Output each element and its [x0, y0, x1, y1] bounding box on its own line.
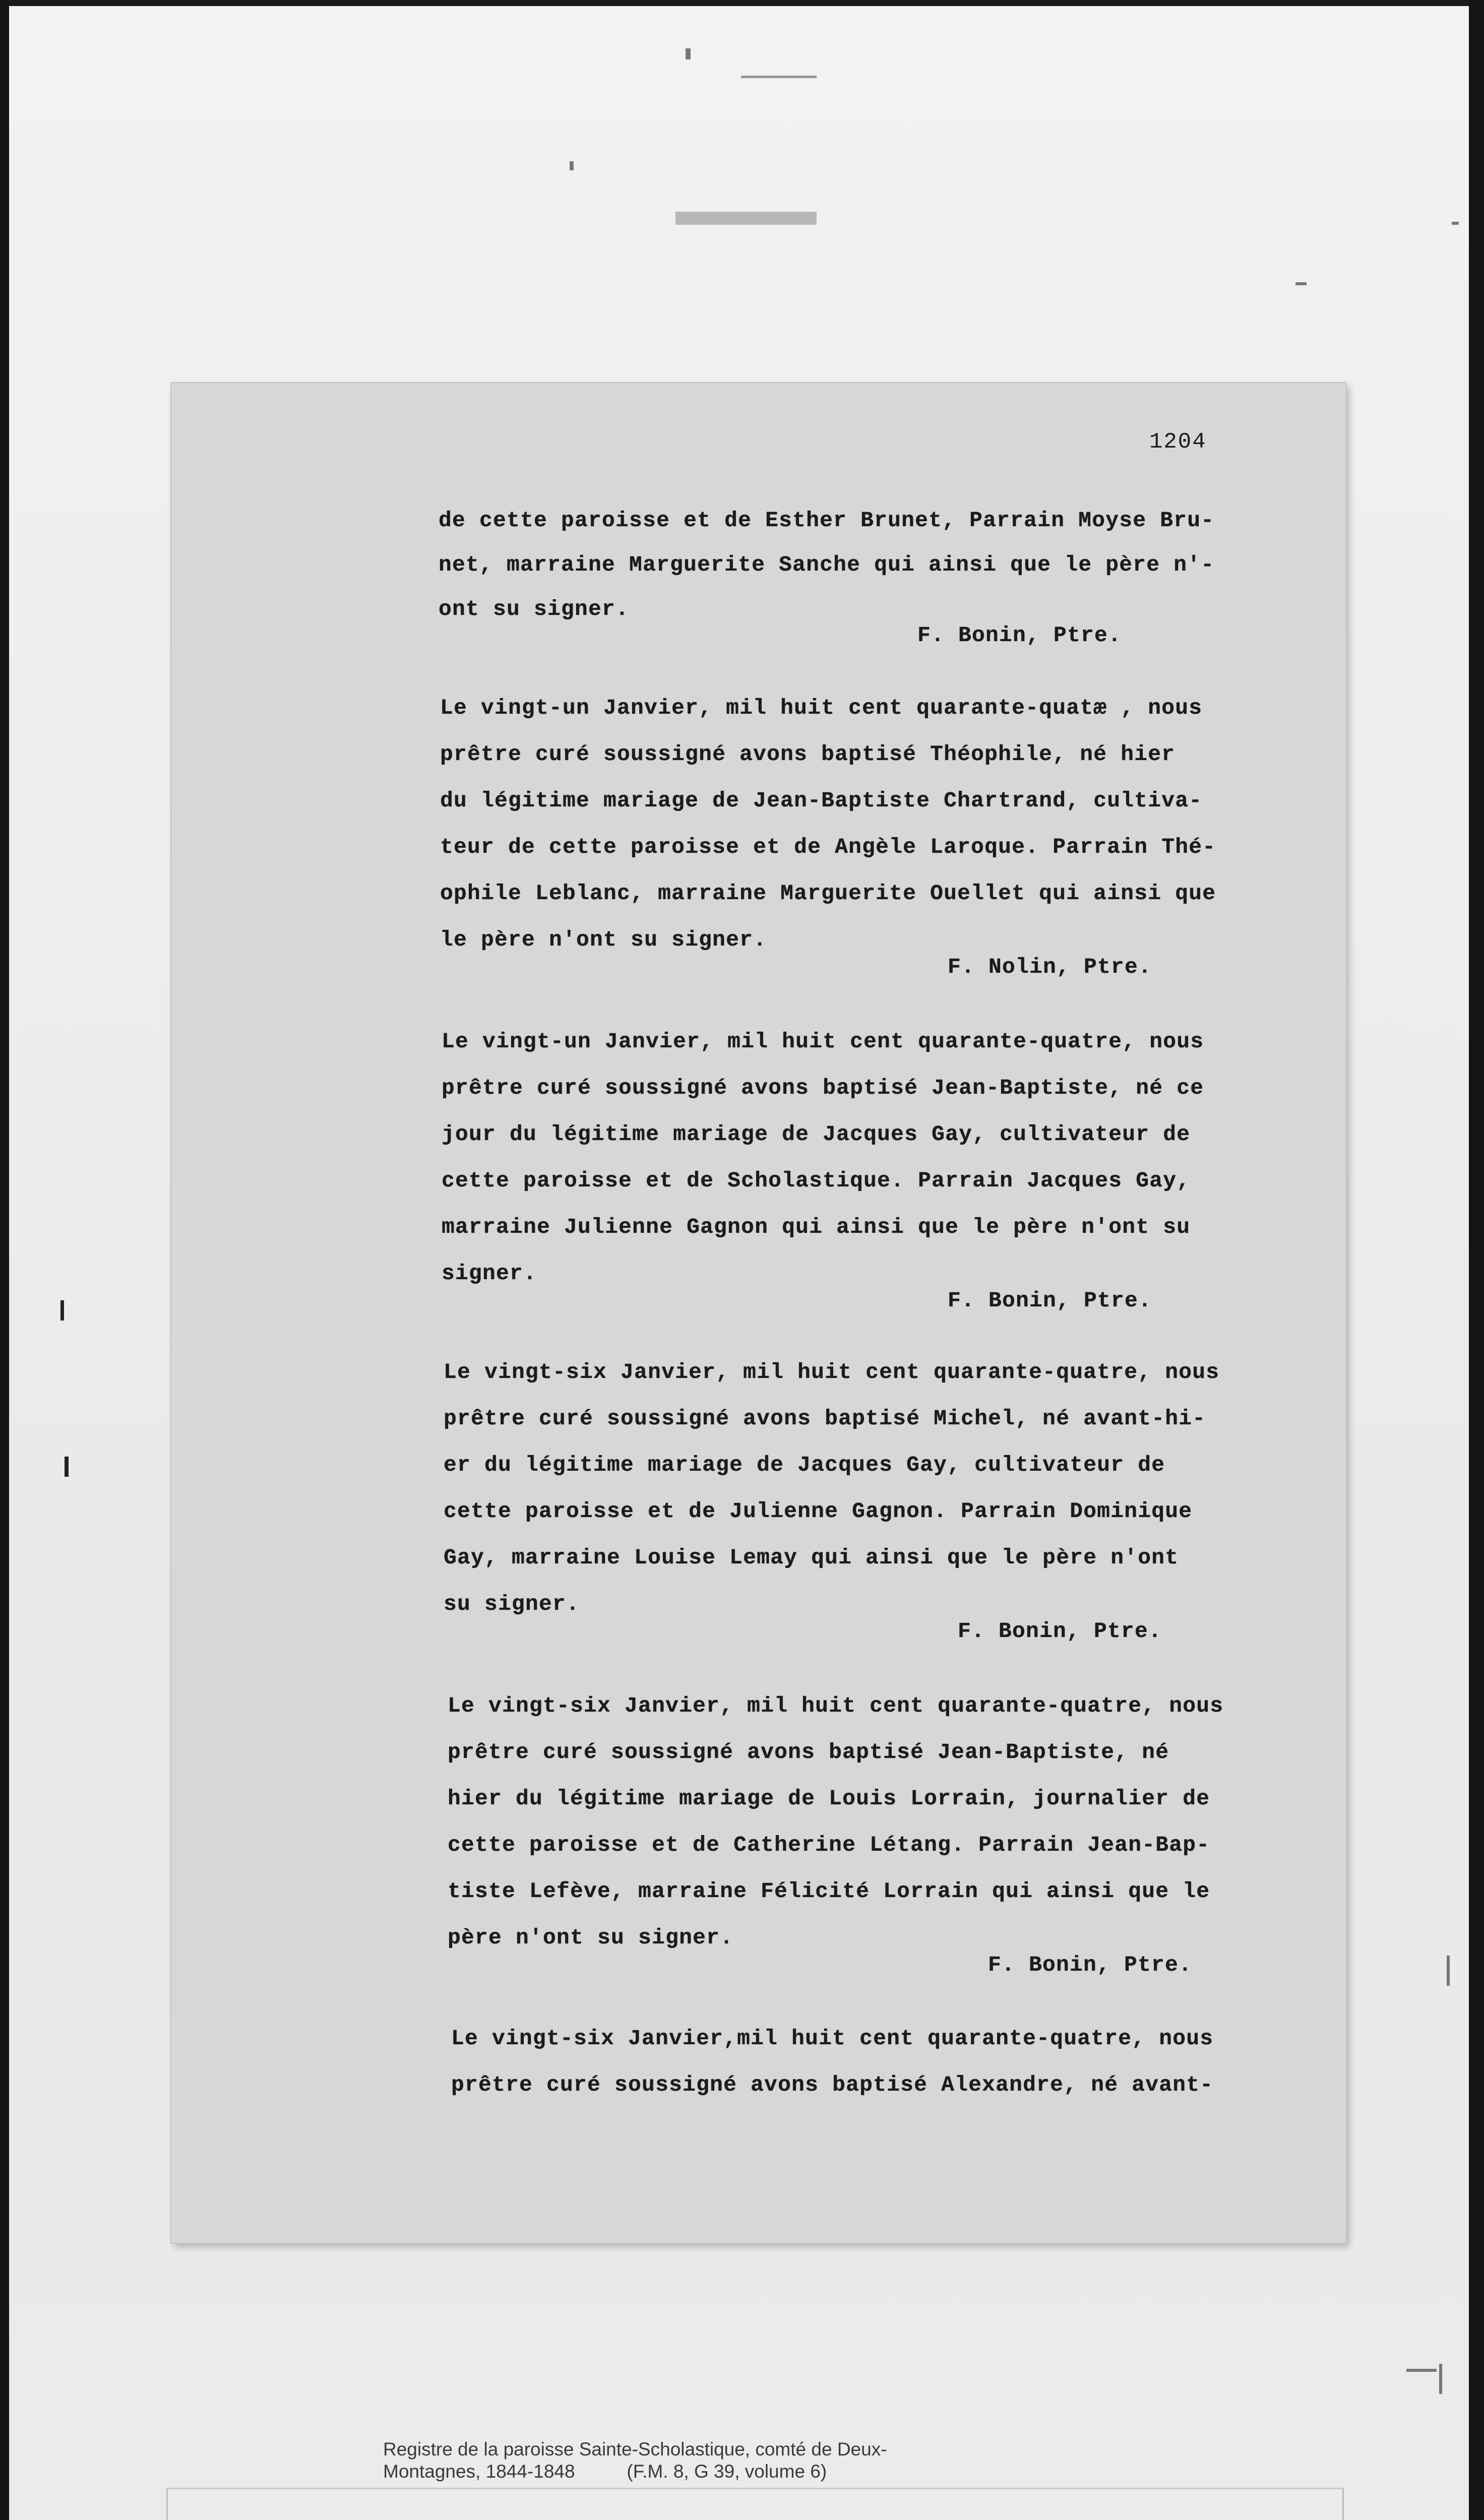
film-speck [675, 212, 817, 225]
text-line: hier du légitime mariage de Louis Lorrain, journalier de [448, 1786, 1210, 1811]
film-speck [65, 1457, 69, 1477]
text-line: tiste Lefève, marraine Félicité Lorrain qui ainsi que le [448, 1879, 1210, 1904]
frame-edge-left [0, 0, 9, 2520]
caption-line-2: Montagnes, 1844-1848 (F.M. 8, G 39, volume 6) [383, 2461, 827, 2482]
text-line: cette paroisse et de Catherine Létang. Parrain Jean-Bap- [448, 1833, 1210, 1857]
film-speck [686, 48, 691, 59]
text-line: le père n'ont su signer. [440, 927, 767, 952]
signature-line: F. Bonin, Ptre. [958, 1619, 1162, 1644]
text-line: cette paroisse et de Julienne Gagnon. Parrain Dominique [444, 1499, 1193, 1524]
text-line: prêtre curé soussigné avons baptisé Théophile, né hier [440, 742, 1176, 767]
page-number: 1204 [1149, 429, 1207, 455]
text-line: jour du légitime mariage de Jacques Gay, cultivateur de [442, 1122, 1191, 1147]
text-line: prêtre curé soussigné avons baptisé Alexandre, né avant- [451, 2072, 1214, 2097]
typed-register-page [171, 383, 1346, 2243]
caption-line-1: Registre de la paroisse Sainte-Scholastique, comté de Deux- [383, 2439, 887, 2460]
text-line: prêtre curé soussigné avons baptisé Jean-Baptiste, né ce [442, 1076, 1204, 1100]
signature-line: F. Bonin, Ptre. [948, 1288, 1152, 1313]
film-speck [1406, 2369, 1437, 2372]
film-speck [1452, 222, 1459, 225]
frame-edge-right [1469, 0, 1484, 2520]
text-line: cette paroisse et de Scholastique. Parrain Jacques Gay, [442, 1168, 1191, 1193]
text-line: Le vingt-six Janvier, mil huit cent quarante-quatre, nous [448, 1693, 1224, 1718]
text-line: ophile Leblanc, marraine Marguerite Ouellet qui ainsi que [440, 881, 1216, 906]
text-line: Le vingt-six Janvier, mil huit cent quarante-quatre, nous [444, 1360, 1220, 1384]
text-line: Le vingt-un Janvier, mil huit cent quarante-quatæ , nous [440, 696, 1203, 720]
text-line: prêtre curé soussigné avons baptisé Jean-Baptiste, né [448, 1740, 1169, 1765]
signature-line: F. Bonin, Ptre. [917, 623, 1122, 648]
film-speck [60, 1300, 64, 1320]
film-speck [1447, 1956, 1450, 1986]
film-speck [741, 76, 817, 78]
text-line: er du légitime mariage de Jacques Gay, cultivateur de [444, 1453, 1165, 1477]
text-line: prêtre curé soussigné avons baptisé Michel, né avant-hi- [444, 1406, 1206, 1431]
text-line: Le vingt-un Janvier, mil huit cent quarante-quatre, nous [442, 1029, 1204, 1054]
text-line: ont su signer. [439, 597, 630, 621]
text-line: du légitime mariage de Jean-Baptiste Chartrand, cultiva- [440, 788, 1203, 813]
frame-edge-top [0, 0, 1484, 6]
text-line: net, marraine Marguerite Sanche qui ainsi que le père n'- [439, 552, 1215, 577]
archival-caption [383, 2438, 1290, 2483]
film-speck [570, 161, 574, 170]
text-line: marraine Julienne Gagnon qui ainsi que le père n'ont su [442, 1215, 1191, 1239]
text-line: su signer. [444, 1592, 580, 1616]
text-line: Gay, marraine Louise Lemay qui ainsi que le père n'ont [444, 1545, 1179, 1570]
signature-line: F. Nolin, Ptre. [948, 955, 1152, 979]
text-line: de cette paroisse et de Esther Brunet, Parrain Moyse Bru- [439, 508, 1215, 533]
film-speck [1439, 2364, 1442, 2394]
signature-line: F. Bonin, Ptre. [988, 1952, 1193, 1977]
film-speck [1295, 282, 1307, 285]
archive-label-card [166, 2488, 1344, 2520]
text-line: père n'ont su signer. [448, 1925, 734, 1950]
text-line: teur de cette paroisse et de Angèle Laroque. Parrain Thé- [440, 835, 1216, 859]
text-line: signer. [442, 1261, 537, 1286]
text-line: Le vingt-six Janvier,mil huit cent quarante-quatre, nous [451, 2026, 1214, 2051]
